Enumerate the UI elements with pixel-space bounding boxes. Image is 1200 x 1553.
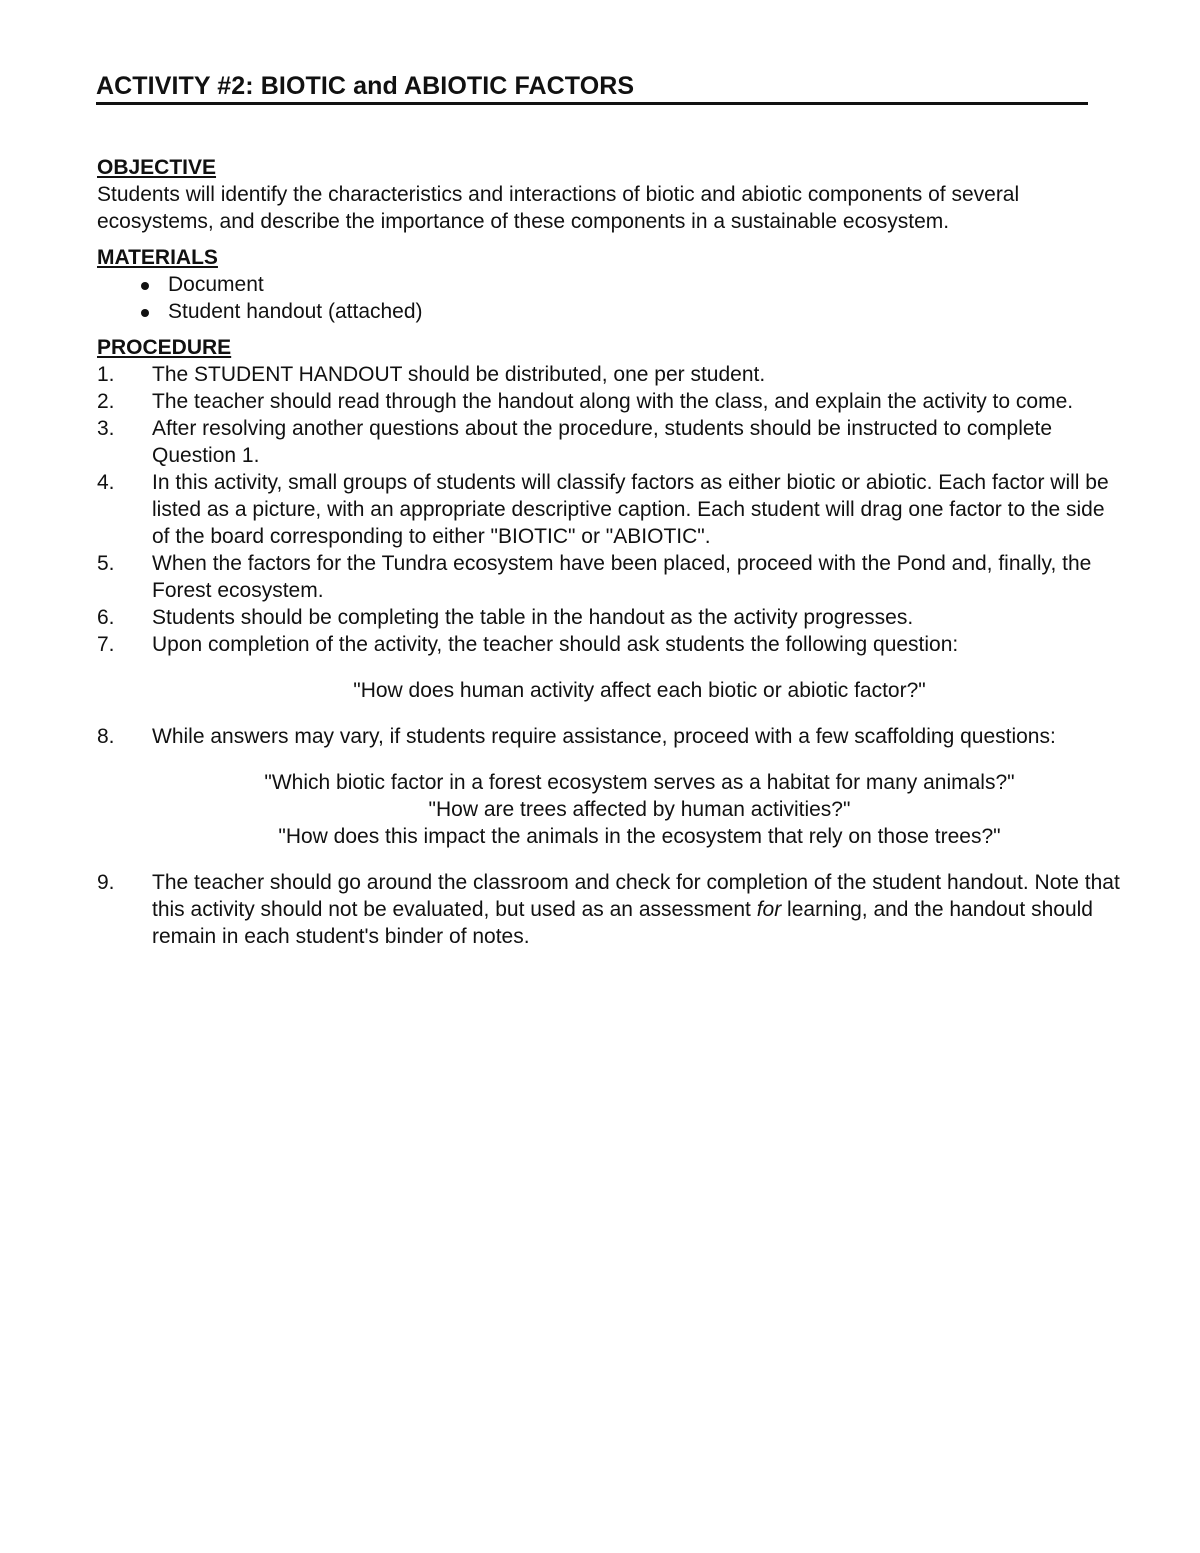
step-number: 1.	[97, 363, 115, 386]
list-item	[97, 631, 1127, 658]
list-item	[97, 723, 1127, 750]
spacer	[97, 325, 1127, 334]
procedure-steps-final	[97, 869, 1127, 950]
step-text-italic: for	[756, 898, 782, 921]
step-text: Students should be completing the table in the handout as the activity progresses.	[152, 606, 914, 629]
list-item	[97, 361, 1127, 388]
spacer	[97, 704, 1127, 723]
procedure-heading: PROCEDURE	[97, 336, 232, 359]
objective-heading: OBJECTIVE	[97, 156, 217, 179]
materials-list	[97, 271, 1127, 325]
step-text: The STUDENT HANDOUT should be distributed, one per student.	[152, 363, 766, 386]
title-block	[96, 70, 1088, 102]
step-number: 5.	[97, 552, 115, 575]
step-number: 6.	[97, 606, 115, 629]
spacer	[97, 658, 1127, 677]
list-item	[97, 469, 1127, 550]
list-item	[97, 550, 1127, 604]
document-content	[97, 154, 1127, 950]
materials-heading: MATERIALS	[97, 246, 218, 269]
list-item	[97, 388, 1127, 415]
material-item: Document	[168, 273, 264, 296]
step-number: 4.	[97, 471, 115, 494]
step-number: 2.	[97, 390, 115, 413]
step-text	[152, 871, 1120, 948]
step-number: 7.	[97, 633, 115, 656]
scaffolding-question: "How does this impact the animals in the ecosystem that rely on those trees?"	[278, 825, 1001, 848]
title-underline	[96, 102, 1088, 105]
step-number: 9.	[97, 871, 115, 894]
list-item	[97, 604, 1127, 631]
main-question-quote: "How does human activity affect each biotic or abiotic factor?"	[353, 679, 926, 702]
spacer	[97, 850, 1127, 869]
step-text: The teacher should read through the handout along with the class, and explain the activity to come.	[152, 390, 1074, 413]
list-item	[97, 298, 1127, 325]
spacer	[97, 750, 1127, 769]
bullet-icon	[141, 309, 149, 317]
step-text: Upon completion of the activity, the teacher should ask students the following question:	[152, 633, 959, 656]
list-item	[97, 415, 1127, 469]
list-item	[97, 271, 1127, 298]
procedure-section	[97, 334, 1127, 950]
page-title: ACTIVITY #2: BIOTIC and ABIOTIC FACTORS	[96, 72, 635, 100]
materials-section	[97, 244, 1127, 325]
objective-text: Students will identify the characteristics and interactions of biotic and abiotic components of several ecosystems, and describe the importance of these components in a sustainable ecosystem.	[97, 183, 1020, 233]
spacer	[97, 235, 1127, 244]
step-text: In this activity, small groups of students will classify factors as either biotic or abiotic. Each factor will be listed as a picture, with an appropriate descriptive caption. Each student will drag one factor to the side of the board corresponding to either "BIOTIC" or "ABIOTIC".	[152, 471, 1109, 548]
objective-section	[97, 154, 1127, 235]
material-item: Student handout (attached)	[168, 300, 423, 323]
bullet-icon	[141, 282, 149, 290]
procedure-steps	[97, 361, 1127, 658]
step-text: While answers may vary, if students require assistance, proceed with a few scaffolding questions:	[152, 725, 1056, 748]
scaffolding-question: "Which biotic factor in a forest ecosystem serves as a habitat for many animals?"	[264, 771, 1015, 794]
procedure-steps-continued	[97, 723, 1127, 750]
step-text-part: learning, and the handout should remain in each student's binder of notes.	[152, 898, 1093, 948]
step-text: After resolving another questions about the procedure, students should be instructed to complete Question 1.	[152, 417, 1053, 467]
step-text: When the factors for the Tundra ecosystem have been placed, proceed with the Pond and, finally, the Forest ecosystem.	[152, 552, 1092, 602]
step-number: 8.	[97, 725, 115, 748]
scaffolding-questions	[97, 769, 1127, 850]
list-item	[97, 869, 1127, 950]
scaffolding-question: "How are trees affected by human activities?"	[428, 798, 851, 821]
step-text-part: The teacher should go around the classroom and check for completion of the student handout. Note that this activity should not be evaluated, but used as an assessment	[152, 871, 1120, 921]
step-number: 3.	[97, 417, 115, 440]
